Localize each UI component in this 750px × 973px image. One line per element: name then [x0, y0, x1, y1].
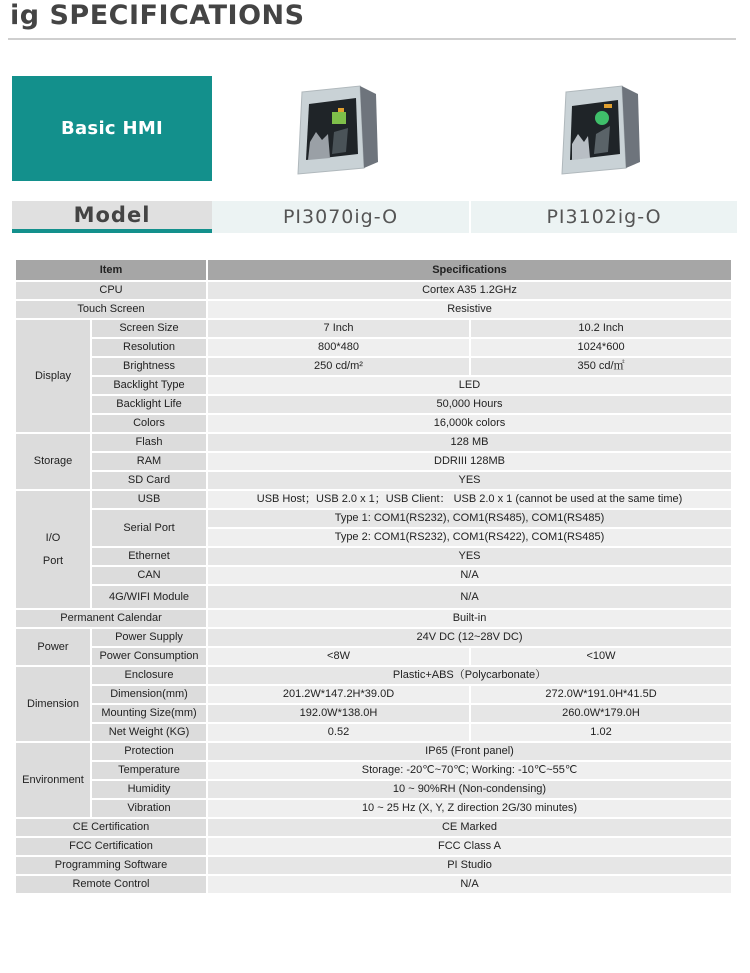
row-label-ce-certification: CE Certification: [15, 818, 207, 837]
row-value-fcc-certification: FCC Class A: [207, 837, 732, 856]
table-row: [15, 452, 732, 471]
model-name-pi3102: PI3102ig-O: [471, 201, 737, 233]
group-display: Display: [15, 319, 91, 433]
header-item: Item: [15, 259, 207, 281]
row-label-enclosure: Enclosure: [91, 666, 207, 685]
spec-table: [14, 258, 733, 895]
row-label-remote-control: Remote Control: [15, 875, 207, 894]
row-label-brightness: Brightness: [91, 357, 207, 376]
table-row: [15, 666, 732, 685]
row-label-mounting-size: Mounting Size(mm): [91, 704, 207, 723]
row-value-net-weight-a: 0.52: [207, 723, 470, 742]
row-value-power-consumption-a: <8W: [207, 647, 470, 666]
row-value-power-supply: 24V DC (12~28V DC): [207, 628, 732, 647]
row-value-backlight-type: LED: [207, 376, 732, 395]
row-value-serial-type2: Type 2: COM1(RS232), COM1(RS422), COM1(RS485): [207, 528, 732, 547]
row-label-4g-wifi: 4G/WIFI Module: [91, 585, 207, 609]
row-value-screen-size-a: 7 Inch: [207, 319, 470, 338]
row-label-fcc-certification: FCC Certification: [15, 837, 207, 856]
header-specifications: Specifications: [207, 259, 732, 281]
title-divider: [8, 38, 736, 40]
model-label: Model: [12, 201, 212, 233]
row-value-ram: DDRIII 128MB: [207, 452, 732, 471]
row-label-screen-size: Screen Size: [91, 319, 207, 338]
group-environment: Environment: [15, 742, 91, 818]
table-row: [15, 647, 732, 666]
table-header-row: [15, 259, 732, 281]
table-row: [15, 357, 732, 376]
row-value-colors: 16,000k colors: [207, 414, 732, 433]
table-row: [15, 490, 732, 509]
row-value-net-weight-b: 1.02: [470, 723, 732, 742]
row-value-cpu: Cortex A35 1.2GHz: [207, 281, 732, 300]
row-label-backlight-life: Backlight Life: [91, 395, 207, 414]
row-value-power-consumption-b: <10W: [470, 647, 732, 666]
row-label-power-consumption: Power Consumption: [91, 647, 207, 666]
row-label-ram: RAM: [91, 452, 207, 471]
row-value-protection: IP65 (Front panel): [207, 742, 732, 761]
table-row: [15, 837, 732, 856]
group-storage: Storage: [15, 433, 91, 490]
row-label-permanent-calendar: Permanent Calendar: [15, 609, 207, 628]
table-row: [15, 723, 732, 742]
group-io-port: [15, 490, 91, 609]
row-value-remote-control: N/A: [207, 875, 732, 894]
row-value-dimension-b: 272.0W*191.0H*41.5D: [470, 685, 732, 704]
hmi-panel-7inch-image: [292, 82, 382, 178]
table-row: [15, 818, 732, 837]
row-label-serial-port: Serial Port: [91, 509, 207, 547]
table-row: [15, 471, 732, 490]
table-row: [15, 856, 732, 875]
group-io-line1: I/O: [45, 531, 61, 544]
row-value-temperature: Storage: -20℃~70℃; Working: -10℃~55℃: [207, 761, 732, 780]
table-row: [15, 319, 732, 338]
table-row: [15, 875, 732, 894]
table-row: [15, 780, 732, 799]
row-value-mounting-size-a: 192.0W*138.0H: [207, 704, 470, 723]
row-label-power-supply: Power Supply: [91, 628, 207, 647]
row-label-colors: Colors: [91, 414, 207, 433]
row-value-backlight-life: 50,000 Hours: [207, 395, 732, 414]
row-value-brightness-b: 350 cd/㎡: [470, 357, 732, 376]
table-row: [15, 566, 732, 585]
row-label-temperature: Temperature: [91, 761, 207, 780]
table-row: [15, 585, 732, 609]
row-value-enclosure: Plastic+ABS（Polycarbonate）: [207, 666, 732, 685]
series-label: Basic HMI: [60, 118, 164, 139]
table-row: [15, 761, 732, 780]
row-label-touch-screen: Touch Screen: [15, 300, 207, 319]
row-value-screen-size-b: 10.2 Inch: [470, 319, 732, 338]
row-value-usb: USB Host；USB 2.0 x 1；USB Client： USB 2.0 x 1 (cannot be used at the same time): [207, 490, 732, 509]
table-row: [15, 685, 732, 704]
table-row: [15, 281, 732, 300]
row-label-cpu: CPU: [15, 281, 207, 300]
row-value-sd-card: YES: [207, 471, 732, 490]
table-row: [15, 704, 732, 723]
row-value-ethernet: YES: [207, 547, 732, 566]
row-value-humidity: 10 ~ 90%RH (Non-condensing): [207, 780, 732, 799]
table-row: [15, 300, 732, 319]
row-label-flash: Flash: [91, 433, 207, 452]
series-banner: [12, 76, 212, 181]
row-value-brightness-a: 250 cd/m²: [207, 357, 470, 376]
row-label-protection: Protection: [91, 742, 207, 761]
row-value-resolution-a: 800*480: [207, 338, 470, 357]
table-row: [15, 509, 732, 528]
row-value-ce-certification: CE Marked: [207, 818, 732, 837]
row-label-resolution: Resolution: [91, 338, 207, 357]
row-value-4g-wifi: N/A: [207, 585, 732, 609]
row-label-backlight-type: Backlight Type: [91, 376, 207, 395]
row-value-flash: 128 MB: [207, 433, 732, 452]
table-row: [15, 799, 732, 818]
row-value-vibration: 10 ~ 25 Hz (X, Y, Z direction 2G/30 minutes): [207, 799, 732, 818]
row-label-dimension-mm: Dimension(mm): [91, 685, 207, 704]
hmi-panel-10inch-image: [554, 82, 644, 178]
table-row: [15, 414, 732, 433]
table-row: [15, 628, 732, 647]
row-label-net-weight: Net Weight (KG): [91, 723, 207, 742]
row-value-can: N/A: [207, 566, 732, 585]
table-row: [15, 547, 732, 566]
table-row: [15, 395, 732, 414]
group-dimension: Dimension: [15, 666, 91, 742]
model-name-pi3070: PI3070ig-O: [212, 201, 469, 233]
table-row: [15, 742, 732, 761]
model-row: [12, 201, 737, 234]
row-label-humidity: Humidity: [91, 780, 207, 799]
group-io-line2: Port: [42, 554, 64, 567]
row-label-sd-card: SD Card: [91, 471, 207, 490]
table-row: [15, 609, 732, 628]
row-value-dimension-a: 201.2W*147.2H*39.0D: [207, 685, 470, 704]
row-value-serial-type1: Type 1: COM1(RS232), COM1(RS485), COM1(RS485): [207, 509, 732, 528]
row-label-programming-software: Programming Software: [15, 856, 207, 875]
row-value-permanent-calendar: Built-in: [207, 609, 732, 628]
row-value-touch-screen: Resistive: [207, 300, 732, 319]
table-row: [15, 338, 732, 357]
row-value-mounting-size-b: 260.0W*179.0H: [470, 704, 732, 723]
row-label-ethernet: Ethernet: [91, 547, 207, 566]
page-title: ig SPECIFICATIONS: [10, 0, 305, 31]
row-value-programming-software: PI Studio: [207, 856, 732, 875]
row-value-resolution-b: 1024*600: [470, 338, 732, 357]
row-label-usb: USB: [91, 490, 207, 509]
group-power: Power: [15, 628, 91, 666]
row-label-vibration: Vibration: [91, 799, 207, 818]
row-label-can: CAN: [91, 566, 207, 585]
table-row: [15, 433, 732, 452]
table-row: [15, 376, 732, 395]
